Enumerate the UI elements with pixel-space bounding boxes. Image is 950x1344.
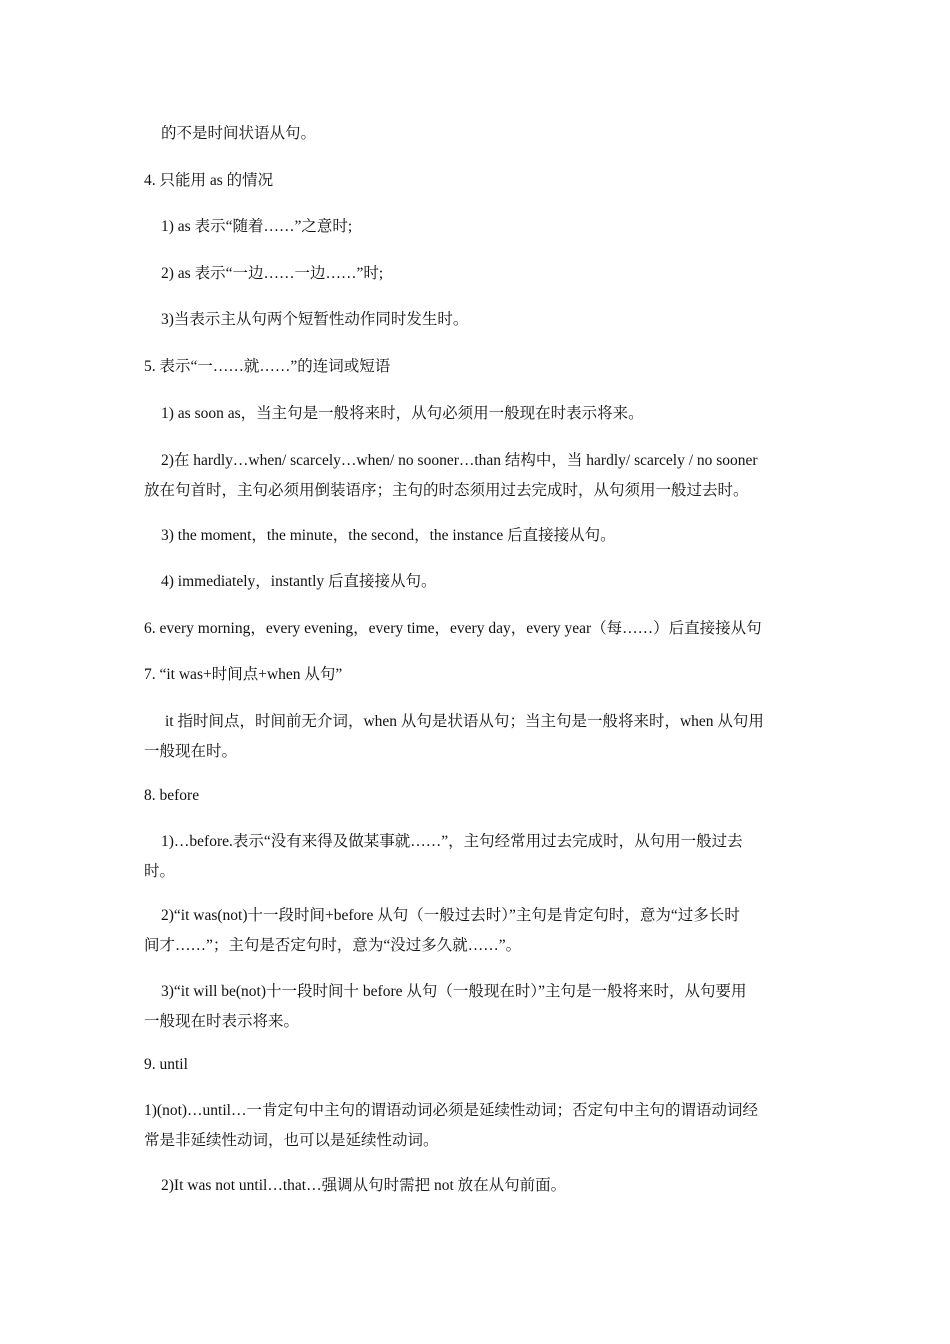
text-line: 的不是时间状语从句。 <box>161 125 317 142</box>
text-line: 1)…before.表示“没有来得及做某事就……”，主句经常用过去完成时，从句用一般过去 <box>161 833 743 850</box>
section-heading-8: 8. before <box>144 787 200 804</box>
section-heading-7: 7. “it was+时间点+when 从句” <box>144 666 343 683</box>
text-line: 2)It was not until…that…强调从句时需把 not 放在从句前面。 <box>161 1177 567 1194</box>
section-heading-9: 9. until <box>144 1056 188 1073</box>
text-line: 2)在 hardly…when/ scarcely…when/ no sooner…than 结构中，当 hardly/ scarcely / no sooner <box>161 452 758 469</box>
text-line: 2) as 表示“一边……一边……”时; <box>161 265 384 282</box>
text-line: 时。 <box>144 863 176 880</box>
text-line: it 指时间点，时间前无介词，when 从句是状语从句；当主句是一般将来时，when 从句用 <box>165 713 764 730</box>
text-line: 常是非延续性动词，也可以是延续性动词。 <box>144 1132 439 1149</box>
text-line: 间才……”；主句是否定句时，意为“没过多久就……”。 <box>144 937 522 954</box>
text-line: 1)(not)…until…一肯定句中主句的谓语动词必须是延续性动词；否定句中主句的谓语动词经 <box>144 1102 758 1119</box>
section-heading-4: 4. 只能用 as 的情况 <box>144 172 274 189</box>
text-line: 3)“it will be(not)十一段时间十 before 从句（一般现在时）”主句是一般将来时，从句要用 <box>161 983 747 1000</box>
text-line: 1) as 表示“随着……”之意时; <box>161 218 353 235</box>
text-line: 3) the moment，the minute，the second，the instance 后直接接从句。 <box>161 527 616 544</box>
text-line: 2)“it was(not)十一段时间+before 从句（一般过去时）”主句是肯定句时，意为“过多长时 <box>161 907 740 924</box>
text-line: 放在句首时，主句必须用倒装语序；主句的时态须用过去完成时，从句须用一般过去时。 <box>144 482 749 499</box>
text-line: 4) immediately，instantly 后直接接从句。 <box>161 573 437 590</box>
text-line: 一般现在时。 <box>144 743 238 760</box>
text-line: 3)当表示主从句两个短暂性动作同时发生时。 <box>161 311 469 328</box>
text-line: 1) as soon as，当主句是一般将来时，从句必须用一般现在时表示将来。 <box>161 405 644 422</box>
section-heading-6: 6. every morning，every evening，every time，every day，every year（每……）后直接接从句 <box>144 620 762 637</box>
text-line: 一般现在时表示将来。 <box>144 1013 300 1030</box>
section-heading-5: 5. 表示“一……就……”的连词或短语 <box>144 358 391 375</box>
